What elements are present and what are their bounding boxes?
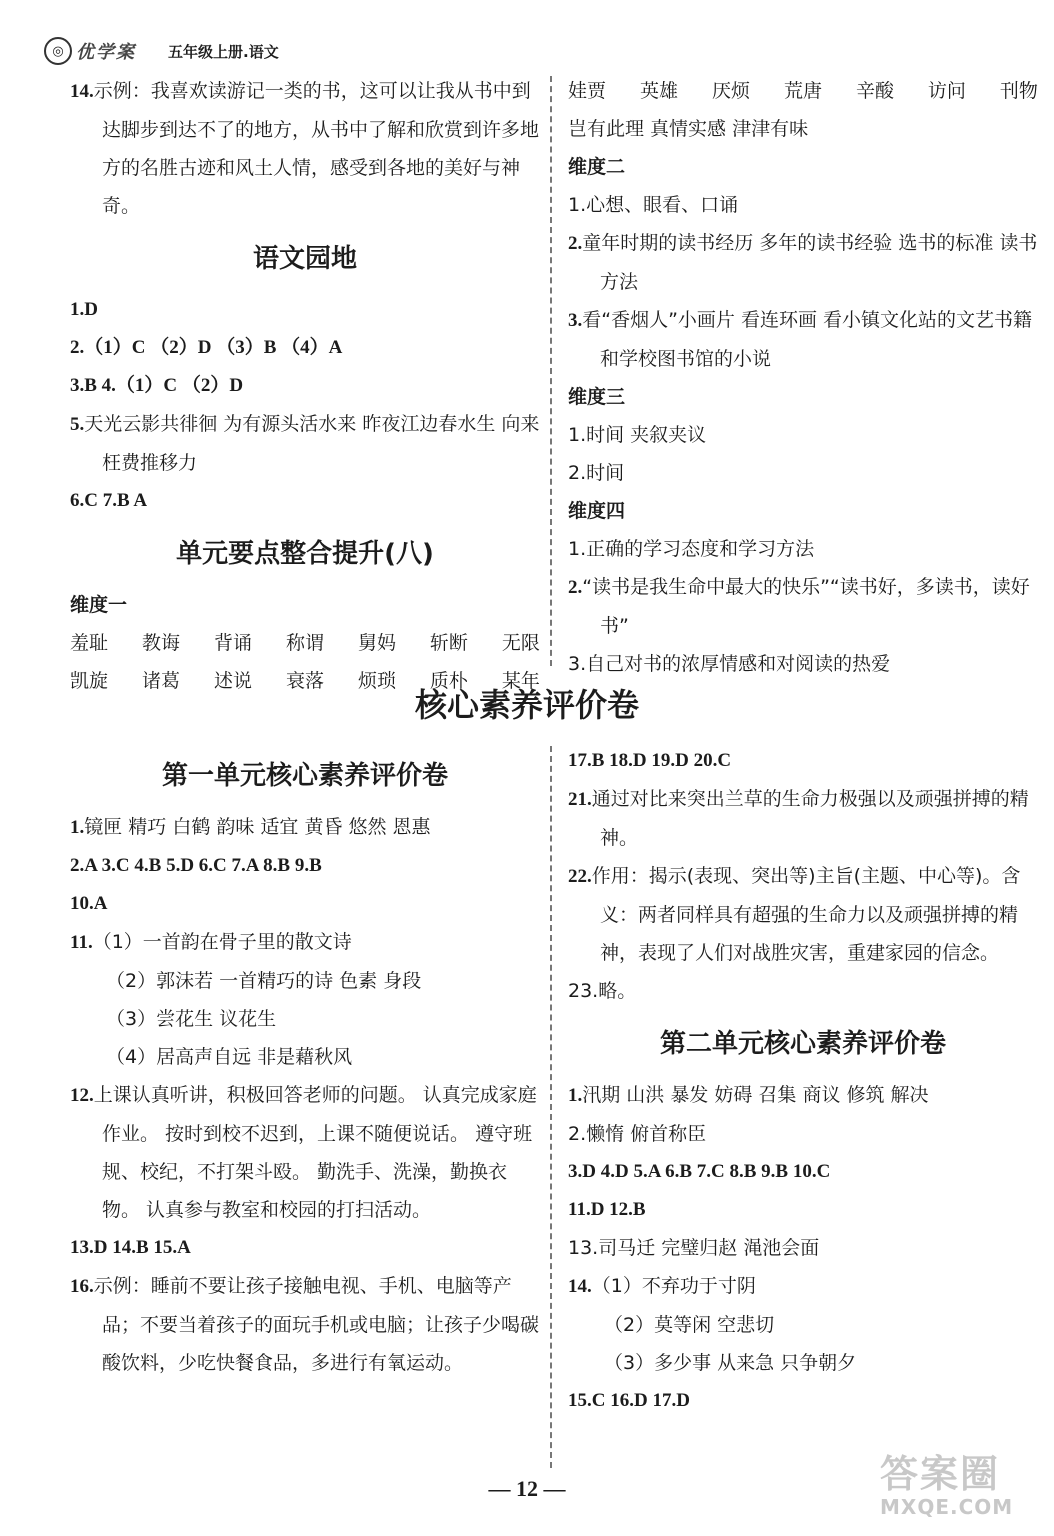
- column-divider-top: [550, 76, 552, 666]
- u2-answer-1: 1.汛期 山洪 暴发 妨碍 召集 商议 修筑 解决: [568, 1084, 929, 1106]
- answer-d2-3: 3.看“香烟人”小画片 看连环画 看小镇文化站的文艺书籍和学校图书馆的小说: [568, 309, 1033, 370]
- word: 称谓: [285, 632, 324, 654]
- main-title: 核心素养评价卷: [414, 686, 639, 724]
- idiom-row: 岂有此理 真情实感 津津有味: [568, 118, 809, 140]
- word: 英雄: [639, 80, 678, 102]
- word: 羞耻: [70, 632, 109, 654]
- dimension-2-label: 维度二: [568, 156, 626, 178]
- dimension-4-label: 维度四: [568, 500, 626, 522]
- dimension-1-label: 维度一: [70, 594, 128, 616]
- answer-d4-3: 3.自己对书的浓厚情感和对阅读的热爱: [568, 653, 891, 675]
- u1-answer-1: 1.镜匣 精巧 白鹤 韵味 适宜 黄昏 悠然 恩惠: [70, 816, 431, 838]
- logo-circle-icon: ◎: [44, 37, 72, 65]
- u1-answer-13-15: 13.D 14.B 15.A: [70, 1237, 191, 1258]
- column-divider-bottom: [550, 746, 552, 1468]
- u2-answer-3-10: 3.D 4.D 5.A 6.B 7.C 8.B 9.B 10.C: [568, 1161, 831, 1182]
- word: 凯旋: [70, 670, 109, 692]
- word: 质朴: [429, 670, 468, 692]
- u2-answer-13: 13.司马迁 完璧归赵 渑池会面: [568, 1237, 820, 1259]
- u1-answer-12: 12.上课认真听讲，积极回答老师的问题。 认真完成家庭作业。 按时到校不迟到，上课不随便说话。 遵守班规、校纪，不打架斗殴。 勤洗手、洗澡，勤换衣物。 认真参与教室和校园的打扫活动。: [70, 1084, 537, 1221]
- unit-1-title: 第一单元核心素养评价卷: [161, 761, 448, 791]
- word: 烦琐: [357, 670, 396, 692]
- answer-yw-6: 6.C 7.B A: [70, 490, 148, 511]
- answer-d2-2: 2.童年时期的读书经历 多年的读书经验 选书的标准 读书方法: [568, 232, 1038, 293]
- page-header: [44, 36, 279, 66]
- logo-text: 优学案: [76, 42, 136, 63]
- watermark-logo: [880, 1452, 1030, 1522]
- publisher-logo: [44, 37, 164, 65]
- book-subject: 五年级上册.语文: [168, 42, 279, 61]
- answer-yw-1: 1.D: [70, 299, 98, 320]
- answer-yw-5: 5.天光云影共徘徊 为有源头活水来 昨夜江边春水生 向来枉费推移力: [70, 413, 540, 474]
- answer-yw-3: 3.B 4.（1）C （2）D: [70, 375, 244, 396]
- bottom-left-column: [70, 742, 540, 1382]
- word-row-1: [70, 624, 540, 662]
- word: 厌烦: [711, 80, 750, 102]
- u1-answer-22: 22.作用：揭示(表现、突出等)主旨(主题、中心等)。含义：两者同样具有超强的生命力以及顽强拼搏的精神，表现了人们对战胜灾害，重建家园的信念。: [568, 865, 1021, 964]
- word: 舅妈: [357, 632, 396, 654]
- answer-d3-1: 1.时间 夹叙夹议: [568, 424, 707, 446]
- word: 某年: [501, 670, 540, 692]
- u1-answer-11: 11.（1）一首韵在骨子里的散文诗 （2）郭沫若 一首精巧的诗 色素 身段 （3）尝花生 议花生 （4）居高声自远 非是藉秋风: [70, 931, 422, 1068]
- answer-d2-1: 1.心想、眼看、口诵: [568, 194, 739, 216]
- answer-14: 14.示例：我喜欢读游记一类的书，这可以让我从书中到达脚步到达不了的地方，从书中了解和欣赏到许多地方的名胜古迹和风土人情，感受到各地的美好与神奇。: [70, 80, 540, 217]
- word: 教诲: [141, 632, 180, 654]
- word: 诸葛: [141, 670, 180, 692]
- u1-answer-2-9: 2.A 3.C 4.B 5.D 6.C 7.A 8.B 9.B: [70, 855, 322, 876]
- section-title-yuwen-yuandi: 语文园地: [252, 244, 357, 274]
- top-left-column: [70, 72, 540, 700]
- u2-answer-15-17: 15.C 16.D 17.D: [568, 1390, 690, 1411]
- word: 无限: [501, 632, 540, 654]
- word: 衰落: [285, 670, 324, 692]
- u1-answer-10: 10.A: [70, 893, 108, 914]
- page-number: — 12 —: [488, 1476, 566, 1501]
- u2-answer-11-12: 11.D 12.B: [568, 1199, 646, 1220]
- bottom-right-column: [568, 742, 1038, 1420]
- dimension-3-label: 维度三: [568, 386, 626, 408]
- top-right-column: [568, 72, 1038, 683]
- unit-2-title: 第二单元核心素养评价卷: [659, 1029, 946, 1059]
- u2-answer-2: 2.懒惰 俯首称臣: [568, 1123, 707, 1145]
- answer-d4-2: 2.“读书是我生命中最大的快乐”“读书好，多读书，读好书”: [568, 576, 1030, 637]
- word: 访问: [927, 80, 966, 102]
- watermark-line-2: MXQE.COM: [880, 1495, 1014, 1519]
- u1-answer-21: 21.通过对比来突出兰草的生命力极强以及顽强拼搏的精神。: [568, 788, 1029, 849]
- u2-answer-14: 14.（1）不弃功于寸阴 （2）莫等闲 空悲切 （3）多少事 从来急 只争朝夕: [568, 1275, 857, 1374]
- word: 刊物: [999, 80, 1038, 102]
- answer-yw-2: 2.（1）C （2）D （3）B （4）A: [70, 337, 343, 358]
- word: 背诵: [213, 632, 252, 654]
- word-row-3: [568, 72, 1038, 110]
- word: 述说: [213, 670, 252, 692]
- answer-d4-1: 1.正确的学习态度和学习方法: [568, 538, 815, 560]
- word: 荒唐: [783, 80, 822, 102]
- word: 斩断: [429, 632, 468, 654]
- u1-answer-17-20: 17.B 18.D 19.D 20.C: [568, 750, 732, 771]
- word: 娃贾: [568, 80, 607, 102]
- u1-answer-23: 23.略。: [568, 980, 637, 1002]
- watermark-line-1: 答案圈: [880, 1452, 1001, 1496]
- word: 辛酸: [855, 80, 894, 102]
- answer-d3-2: 2.时间: [568, 462, 625, 484]
- u1-answer-16: 16.示例：睡前不要让孩子接触电视、手机、电脑等产品；不要当着孩子的面玩手机或电脑；让孩子少喝碳酸饮料，少吃快餐食品，多进行有氧运动。: [70, 1275, 540, 1374]
- section-title-unit-8: 单元要点整合提升(八): [176, 539, 434, 569]
